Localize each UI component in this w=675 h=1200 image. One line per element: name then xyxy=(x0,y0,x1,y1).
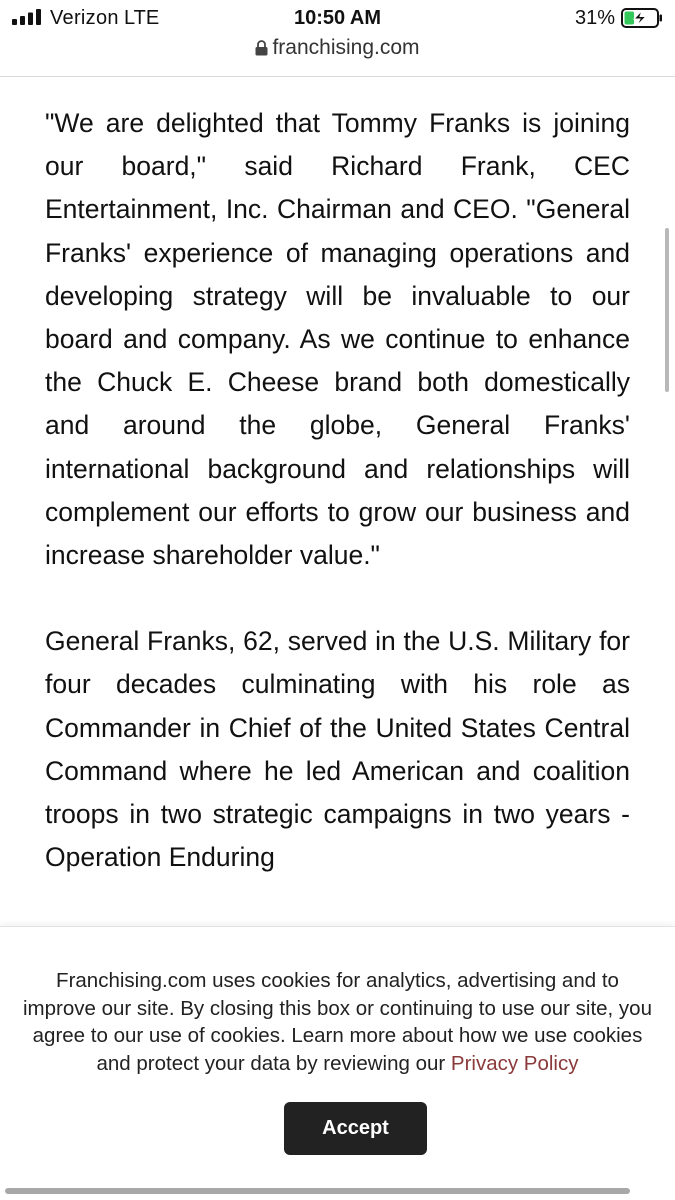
article-paragraph: General Franks, 62, served in the U.S. Military for four decades culminating with his role as Commander in Chief of the United States Central Command where he led American and coalition troops in two strategic campaigns in two years - Operation Enduring xyxy=(45,626,630,873)
cookie-notice-line xyxy=(0,1050,675,1078)
article-body xyxy=(45,102,630,922)
carrier-name: Verizon xyxy=(50,7,119,29)
cookie-banner xyxy=(0,926,675,1200)
cookie-notice-line: improve our site. By closing this box or continuing to use our site, you xyxy=(23,996,652,1020)
header-divider xyxy=(0,76,675,77)
cookie-notice-line: agree to our use of cookies. Learn more about how we use cookies xyxy=(32,1024,643,1047)
address-bar[interactable] xyxy=(0,36,675,64)
accept-cookies-button[interactable]: Accept xyxy=(284,1102,427,1155)
article-paragraph: "We are delighted that Tommy Franks is joining our board," said Richard Frank, CEC Entertainment, Inc. Chairman and CEO. "General Franks' experience of managing operations and developing strategy will be invaluable to our board and company. As we continue to enhance the Chuck E. Cheese brand both domestically and around the globe, General Franks' international background and relationships will complement our efforts to grow our business and increase shareholder value." xyxy=(45,108,630,571)
battery-charging-icon xyxy=(621,8,663,28)
cookie-notice-line-prefix: and protect your data by reviewing our xyxy=(96,1051,451,1075)
scrollbar[interactable] xyxy=(665,228,669,392)
home-indicator[interactable] xyxy=(5,1188,630,1194)
status-bar xyxy=(0,0,675,36)
url-text: franchising.com xyxy=(272,36,420,59)
cookie-notice-text xyxy=(0,967,675,1077)
cookie-notice-line: Franchising.com uses cookies for analytics, advertising and to xyxy=(56,969,619,992)
network-type: LTE xyxy=(124,7,160,29)
lock-icon xyxy=(255,40,268,56)
privacy-policy-link[interactable]: Privacy Policy xyxy=(450,1051,579,1075)
battery-percent: 31% xyxy=(574,7,615,29)
status-time: 10:50 AM xyxy=(293,7,382,29)
